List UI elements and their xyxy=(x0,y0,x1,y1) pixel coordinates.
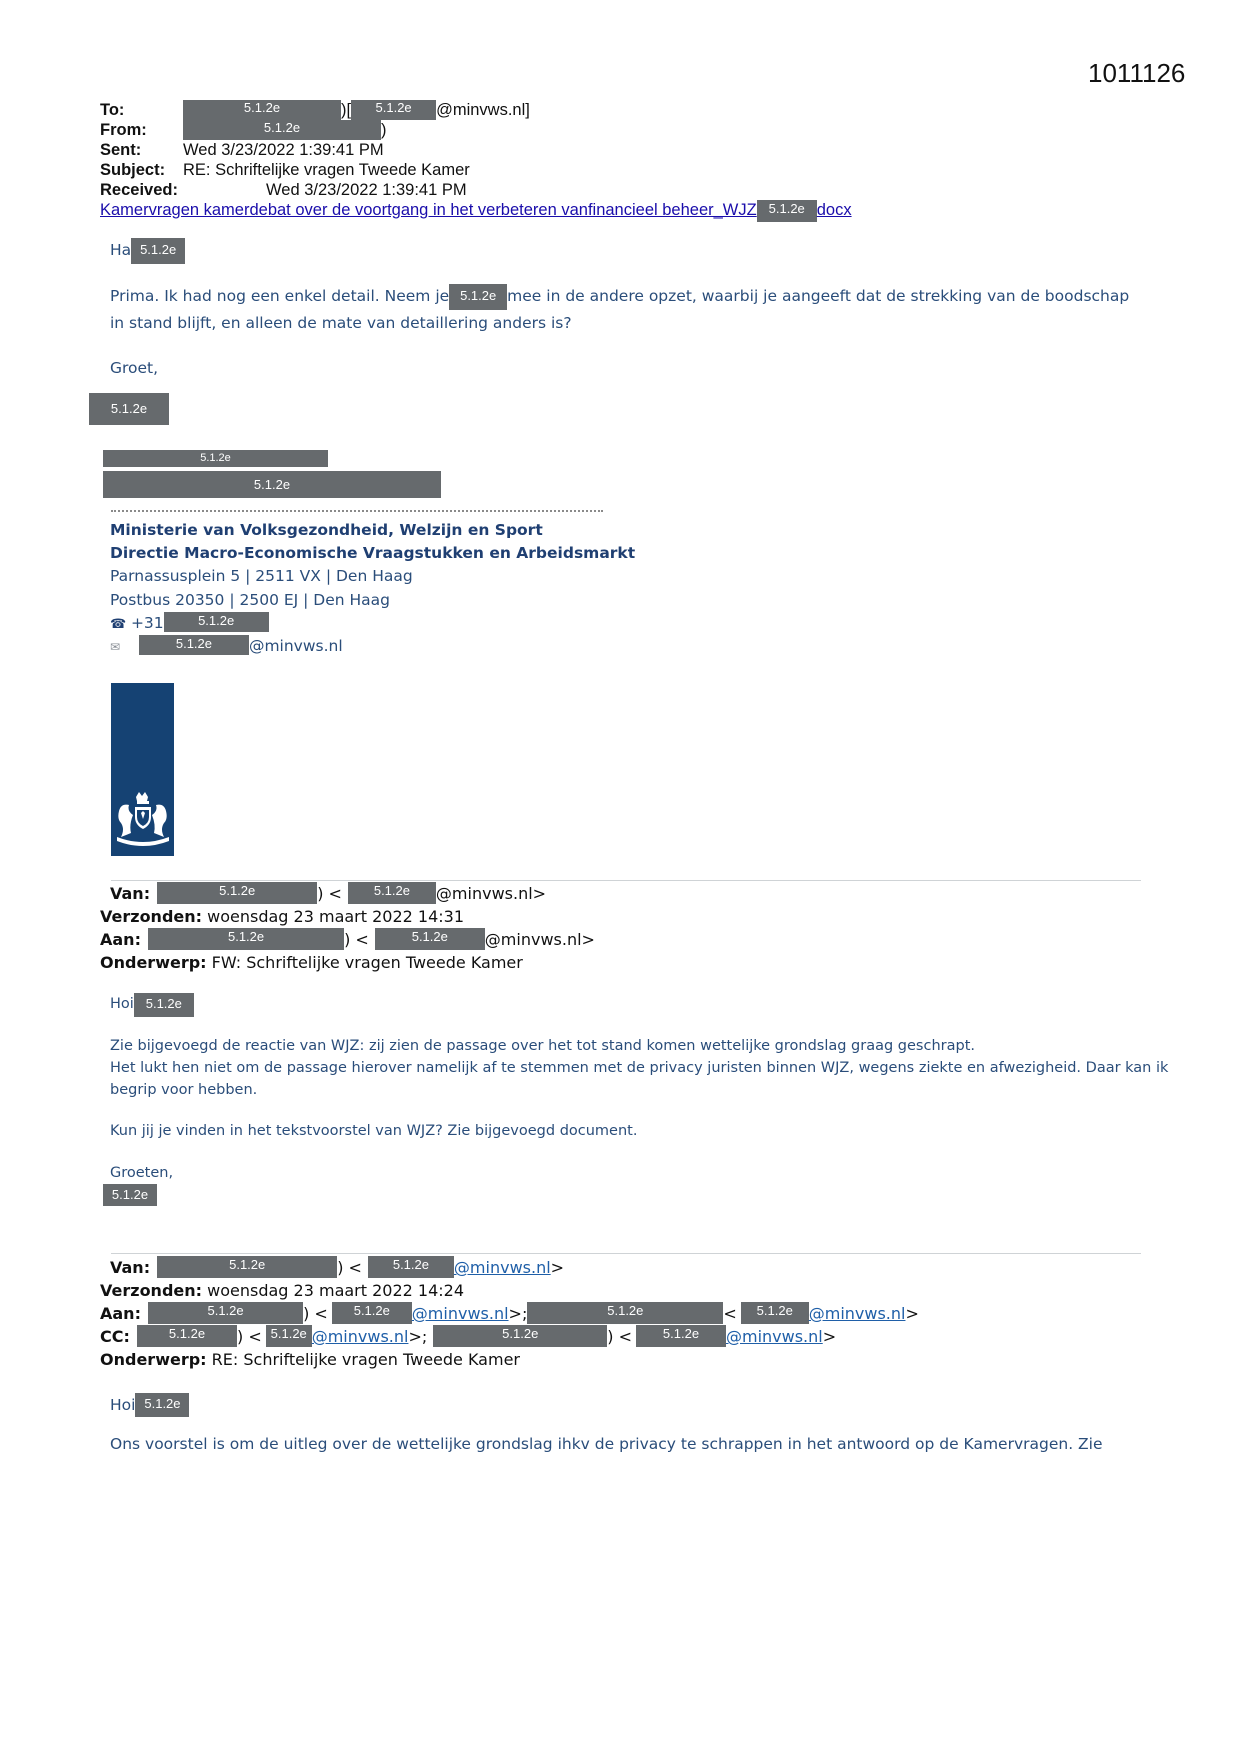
attachment-extension[interactable]: docx xyxy=(816,201,852,219)
document-number: 1011126 xyxy=(1088,58,1186,88)
redaction-box: 5.1.2e xyxy=(103,450,328,467)
redaction-box: 5.1.2e xyxy=(157,882,317,904)
msg3-greeting xyxy=(110,1393,189,1417)
email-suffix: @minvws.nl xyxy=(248,637,343,655)
email-domain: @minvws.nl> xyxy=(435,884,547,903)
redaction-box: 5.1.2e xyxy=(134,993,194,1017)
redaction-box: 5.1.2e xyxy=(433,1325,607,1347)
redaction-box: 5.1.2e xyxy=(757,200,817,222)
reply-line-1 xyxy=(110,284,1129,310)
reply-text: Prima. Ik had nog een enkel detail. Neem je xyxy=(110,287,450,305)
redaction-box: 5.1.2e xyxy=(636,1325,726,1347)
onderwerp-label: Onderwerp: xyxy=(100,1350,207,1369)
address-separator: ) < xyxy=(337,1258,362,1277)
signature-org xyxy=(110,519,543,543)
verzonden-value: woensdag 23 maart 2022 14:24 xyxy=(207,1281,465,1300)
msg3-verzonden-row xyxy=(100,1279,464,1302)
address-separator: ) < xyxy=(344,930,369,949)
redaction-box: 5.1.2e xyxy=(348,882,436,904)
signature-address-2: Postbus 20350 | 2500 EJ | Den Haag xyxy=(110,591,391,609)
redaction-box: 5.1.2e xyxy=(89,393,169,425)
to-label: To: xyxy=(100,101,125,119)
redaction-box: 5.1.2e xyxy=(332,1302,412,1324)
verzonden-label: Verzonden: xyxy=(100,907,203,926)
header-from-row xyxy=(100,120,387,140)
verzonden-value: woensdag 23 maart 2022 14:31 xyxy=(207,907,465,926)
sent-value: Wed 3/23/2022 1:39:41 PM xyxy=(183,141,384,159)
msg3-van-row xyxy=(110,1256,564,1279)
reply-text: mee in de andere opzet, waarbij je aangeeft dat de strekking van de boodschap xyxy=(507,287,1130,305)
subject-label: Subject: xyxy=(100,161,166,179)
header-subject-row xyxy=(100,160,470,180)
redaction-box: 5.1.2e xyxy=(148,928,344,950)
redaction-box: 5.1.2e xyxy=(449,284,507,310)
signature-phone xyxy=(110,612,269,637)
redaction-box: 5.1.2e xyxy=(183,100,341,120)
msg2-greeting xyxy=(110,993,194,1017)
cc-label: CC: xyxy=(100,1327,130,1346)
redaction-box: 5.1.2e xyxy=(135,1393,189,1417)
address-close: >; xyxy=(508,1304,528,1323)
msg3-body-1: Ons voorstel is om de uitleg over de wettelijke grondslag ihkv de privacy te schrappen in het antwoord op de Kamervragen. Zie xyxy=(110,1435,1103,1453)
phone-prefix: +31 xyxy=(130,614,164,632)
email-link[interactable]: @minvws.nl xyxy=(808,1304,906,1323)
signature-email xyxy=(110,635,343,660)
to-separator: )[ xyxy=(341,101,352,119)
onderwerp-value: RE: Schriftelijke vragen Tweede Kamer xyxy=(211,1350,520,1369)
envelope-icon: ✉ xyxy=(110,640,121,654)
redaction-box: 5.1.2e xyxy=(375,928,485,950)
redaction-box: 5.1.2e xyxy=(368,1256,454,1278)
reply-closing: Groet, xyxy=(110,359,159,377)
redaction-box: 5.1.2e xyxy=(131,238,185,264)
redaction-box: 5.1.2e xyxy=(351,100,436,120)
signature-address-1: Parnassusplein 5 | 2511 VX | Den Haag xyxy=(110,567,413,585)
onderwerp-label: Onderwerp: xyxy=(100,953,207,972)
sent-label: Sent: xyxy=(100,141,142,159)
msg2-body-3: begrip voor hebben. xyxy=(110,1082,258,1098)
to-domain: @minvws.nl] xyxy=(436,101,530,119)
message-separator xyxy=(111,1253,1141,1254)
redaction-box: 5.1.2e xyxy=(164,612,269,632)
redaction-box: 5.1.2e xyxy=(137,1325,237,1347)
greeting-text: Ha xyxy=(110,241,132,259)
address-separator: ) < xyxy=(607,1327,632,1346)
reply-line-2: in stand blijft, en alleen de mate van detaillering anders is? xyxy=(110,314,572,332)
msg2-verzonden-row xyxy=(100,905,464,928)
from-close: ) xyxy=(381,121,387,139)
redaction-box: 5.1.2e xyxy=(266,1325,312,1347)
email-link[interactable]: @minvws.nl xyxy=(411,1304,509,1323)
redaction-box: 5.1.2e xyxy=(157,1256,337,1278)
attachment-name[interactable]: Kamervragen kamerdebat over de voortgang in het verbeteren vanfinancieel beheer_WJZ xyxy=(100,201,757,219)
msg3-onderwerp-row xyxy=(100,1348,520,1371)
header-received-row xyxy=(100,180,467,200)
redaction-box: 5.1.2e xyxy=(527,1302,723,1324)
greeting-text: Hoi xyxy=(110,996,134,1012)
verzonden-label: Verzonden: xyxy=(100,1281,203,1300)
dept-name: Directie Macro-Economische Vraagstukken en Arbeidsmarkt xyxy=(110,544,636,562)
address-open: < xyxy=(723,1304,737,1323)
msg3-cc-row xyxy=(100,1325,836,1348)
msg3-aan-row xyxy=(100,1302,919,1325)
from-label: From: xyxy=(100,121,147,139)
subject-value: RE: Schriftelijke vragen Tweede Kamer xyxy=(183,161,470,179)
msg2-body-2: Het lukt hen niet om de passage hierover namelijk af te stemmen met de privacy juristen binnen WJZ, wegens ziekte en afwezigheid. Daar kan ik xyxy=(110,1060,1169,1076)
redaction-box: 5.1.2e xyxy=(183,120,381,140)
van-label: Van: xyxy=(110,884,151,903)
received-label: Received: xyxy=(100,181,178,199)
msg2-van-row xyxy=(110,882,546,905)
msg2-body-4: Kun jij je vinden in het tekstvoorstel van WJZ? Zie bijgevoegd document. xyxy=(110,1123,638,1139)
redaction-box: 5.1.2e xyxy=(103,471,441,498)
msg2-aan-row xyxy=(100,928,595,951)
msg2-body-1: Zie bijgevoegd de reactie van WJZ: zij zien de passage over het tot stand komen wettelijke grondslag graag geschrapt. xyxy=(110,1038,975,1054)
signature-dept xyxy=(110,542,635,566)
address-close: >; xyxy=(408,1327,428,1346)
phone-icon: ☎ xyxy=(110,617,127,632)
message-separator xyxy=(111,880,1141,881)
address-close: > xyxy=(550,1258,565,1277)
address-separator: ) < xyxy=(303,1304,328,1323)
onderwerp-value: FW: Schriftelijke vragen Tweede Kamer xyxy=(211,953,523,972)
header-sent-row xyxy=(100,140,384,160)
address-close: > xyxy=(822,1327,837,1346)
msg2-closing: Groeten, xyxy=(110,1165,174,1181)
redaction-box: 5.1.2e xyxy=(148,1302,303,1324)
msg2-onderwerp-row xyxy=(100,951,523,974)
received-value: Wed 3/23/2022 1:39:41 PM xyxy=(266,181,467,199)
address-close: > xyxy=(905,1304,919,1323)
signature-divider xyxy=(111,510,603,512)
van-label: Van: xyxy=(110,1258,151,1277)
attachment-link[interactable] xyxy=(100,200,852,222)
email-link[interactable]: @minvws.nl xyxy=(453,1258,551,1277)
address-separator: ) < xyxy=(236,1327,262,1346)
greeting-text: Hoi xyxy=(110,1396,136,1414)
redaction-box: 5.1.2e xyxy=(103,1184,157,1206)
aan-label: Aan: xyxy=(100,930,141,949)
aan-label: Aan: xyxy=(100,1304,141,1323)
email-link[interactable]: @minvws.nl xyxy=(311,1327,409,1346)
redaction-box: 5.1.2e xyxy=(741,1302,809,1324)
email-domain: @minvws.nl> xyxy=(484,930,595,949)
coat-of-arms-icon xyxy=(111,683,174,856)
government-logo xyxy=(111,683,174,856)
reply-greeting xyxy=(110,238,185,264)
org-name: Ministerie van Volksgezondheid, Welzijn en Sport xyxy=(110,521,543,539)
address-separator: ) < xyxy=(317,884,342,903)
redaction-box: 5.1.2e xyxy=(139,635,249,655)
email-link[interactable]: @minvws.nl xyxy=(725,1327,823,1346)
header-to-row xyxy=(100,100,530,120)
